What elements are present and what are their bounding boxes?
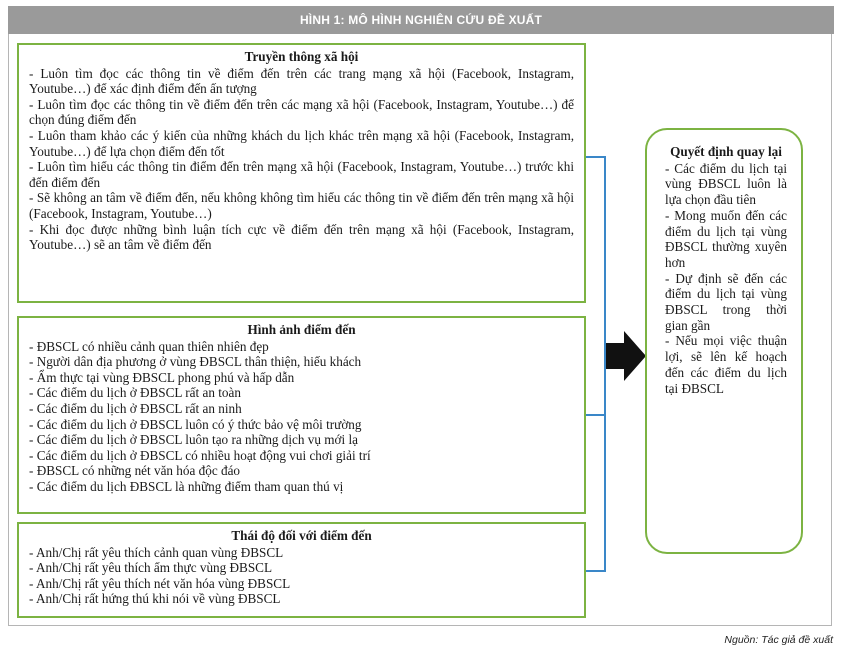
source-note: Nguồn: Tác giả đề xuất (724, 634, 833, 646)
list-item: - Anh/Chị rất yêu thích nét văn hóa vùng ĐBSCL (29, 575, 291, 591)
list-item: - Các điểm du lịch tại vùng ĐBSCL luôn là lựa chọn đầu tiên (665, 160, 787, 208)
revisit-list (665, 161, 787, 397)
list-item: - ĐBSCL có những nét văn hóa độc đáo (29, 463, 241, 479)
list-item: - Sẽ không an tâm về điểm đến, nếu không không tìm hiểu các thông tin về điểm đến trên mạng xã hội (Facebook, Instagram, Youtube…) (29, 190, 574, 221)
social-media-title: Truyền thông xã hội (244, 49, 359, 64)
list-item: - Người dân địa phương ở vùng ĐBSCL thân thiện, hiếu khách (29, 354, 362, 370)
list-item: - Mong muốn đến các điểm du lịch tại vùng ĐBSCL thường xuyên hơn (665, 207, 787, 270)
connector-box1 (586, 156, 606, 158)
list-item: - Các điểm du lịch ở ĐBSCL có nhiều hoạt động vui chơi giải trí (29, 447, 371, 463)
list-item: - Ẩm thực tại vùng ĐBSCL phong phú và hấp dẫn (29, 369, 295, 385)
destination-image-list (29, 339, 574, 495)
social-media-box (17, 43, 586, 303)
destination-image-box (17, 316, 586, 514)
list-item: - Các điểm du lịch ở ĐBSCL luôn tạo ra những dịch vụ mới lạ (29, 432, 358, 448)
list-item: - Các điểm du lịch ở ĐBSCL rất an toàn (29, 385, 241, 401)
list-item: - Luôn tìm đọc các thông tin về điểm đến trên các mạng xã hội (Facebook, Instagram, Youtube…) để chọn đúng điểm đến (29, 96, 574, 128)
connector-box3 (586, 570, 606, 572)
list-item: - Khi đọc được những bình luận tích cực về điểm đến trên mạng xã hội (Facebook, Instagram, Youtube…) sẽ an tâm về điểm đến (29, 221, 574, 253)
list-item: - Luôn tìm đọc các thông tin về điểm đến trên các trang mạng xã hội (Facebook, Instagram, Youtube…) để xác định điểm đến ấn tượng (29, 65, 574, 97)
figure-title: HÌNH 1: MÔ HÌNH NGHIÊN CỨU ĐỀ XUẤT (8, 6, 834, 34)
list-item: - Luôn tìm hiểu các thông tin điểm đến trên mạng xã hội (Facebook, Instagram, Youtube…) trước khi đến điểm đến (29, 159, 574, 190)
revisit-title: Quyết định quay lại (670, 144, 782, 159)
revisit-decision-box (645, 128, 803, 554)
attitude-list (29, 545, 574, 607)
list-item: - Anh/Chị rất yêu thích ẩm thực vùng ĐBSCL (29, 560, 273, 576)
list-item: - Luôn tham khảo các ý kiến của những khách du lịch khác trên mạng xã hội (Facebook, Instagram, Youtube…) để lựa chọn điểm đến tốt (29, 127, 574, 159)
list-item: - Các điểm du lịch ở ĐBSCL luôn có ý thức bảo vệ môi trường (29, 416, 362, 432)
list-item: - ĐBSCL có nhiều cảnh quan thiên nhiên đẹp (29, 338, 269, 354)
connector-box2 (586, 414, 606, 416)
list-item: - Dự định sẽ đến các điểm du lịch tại vùng ĐBSCL trong thời gian gần (665, 270, 787, 333)
list-item: - Các điểm du lịch ở ĐBSCL rất an ninh (29, 400, 242, 416)
list-item: - Anh/Chị rất yêu thích cảnh quan vùng ĐBSCL (29, 544, 284, 560)
arrow-right-icon (606, 331, 646, 381)
list-item: - Nếu mọi việc thuận lợi, sẽ lên kế hoạch đến các điểm du lịch tại ĐBSCL (665, 333, 787, 396)
destination-image-title: Hình ảnh điểm đến (247, 322, 356, 337)
social-media-list (29, 66, 574, 253)
attitude-box (17, 522, 586, 618)
attitude-title: Thái độ đối với điểm đến (231, 528, 372, 543)
list-item: - Các điểm du lịch ĐBSCL là những điểm tham quan thú vị (29, 478, 344, 494)
list-item: - Anh/Chị rất hứng thú khi nói về vùng ĐBSCL (29, 591, 281, 607)
